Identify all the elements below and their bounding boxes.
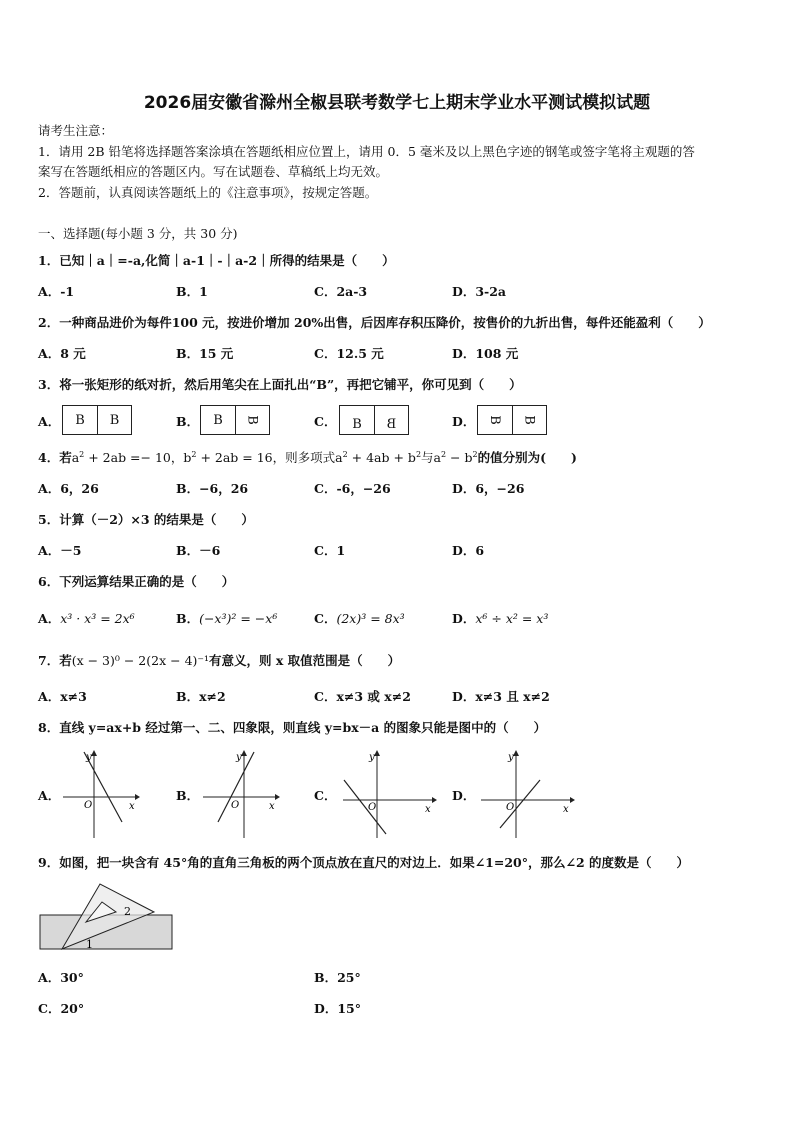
fold-line bbox=[512, 406, 513, 434]
q8-option-a: A． bbox=[38, 788, 61, 803]
angle-1-label: 1 bbox=[86, 938, 93, 951]
x-axis-label: x bbox=[563, 804, 569, 815]
q9-figure bbox=[38, 880, 178, 952]
q5-stem: 5．计算（－2）×3 的结果是（ ） bbox=[38, 512, 254, 527]
q4-option-b: B．−6，26 bbox=[176, 481, 249, 496]
y-axis-label: y bbox=[236, 752, 242, 763]
q4-option-a: A．6，26 bbox=[38, 481, 99, 496]
q9-option-b: B．25° bbox=[314, 970, 361, 985]
q7-option-b: B．x≠2 bbox=[176, 689, 226, 704]
q6-stem: 6．下列运算结果正确的是（ ） bbox=[38, 574, 235, 589]
origin-label: O bbox=[506, 802, 515, 813]
q8-stem: 8．直线 y=ax+b 经过第一、二、四象限，则直线 y=bx－a 的图象只能是图中的（ ） bbox=[38, 720, 547, 735]
q3-figure-d bbox=[477, 405, 547, 435]
q1-stem: 1．已知｜a｜=-a,化简｜a-1｜-｜a-2｜所得的结果是（ ） bbox=[38, 253, 395, 268]
q8-option-d: D． bbox=[452, 788, 476, 803]
q3-option-b: B． bbox=[176, 414, 200, 429]
q3-option-c: C． bbox=[314, 414, 337, 429]
q3-d-left-letter: B bbox=[487, 415, 503, 425]
q3-figure-c bbox=[339, 405, 409, 435]
q3-b-left-letter: B bbox=[213, 412, 223, 428]
q3-b-right-letter: B bbox=[245, 415, 260, 425]
notice-line-1a: 1．请用 2B 铅笔将选择题答案涂填在答题纸相应位置上，请用 0．5 毫米及以上黑色字迹的钢笔或签字笔将主观题的答 bbox=[38, 144, 695, 159]
y-axis-label: y bbox=[369, 752, 375, 763]
q5-option-c: C．1 bbox=[314, 543, 346, 558]
q2-option-a: A．8 元 bbox=[38, 346, 86, 361]
q3-a-left-letter: B bbox=[75, 412, 85, 428]
q4-option-c: C．-6，−26 bbox=[314, 481, 391, 496]
q9-option-d: D．15° bbox=[314, 1001, 361, 1016]
x-axis-label: x bbox=[129, 801, 135, 812]
q7-stem: 7．若(x − 3)⁰ − 2(2x − 4)⁻¹有意义，则 x 取值范围是（ ） bbox=[38, 653, 401, 668]
q6-option-b: B．(−x³)² = −x⁶ bbox=[176, 611, 278, 626]
q7-option-c: C．x≠3 或 x≠2 bbox=[314, 689, 411, 704]
q1-option-c: C．2a-3 bbox=[314, 284, 368, 299]
notice-line-1b: 案写在答题纸相应的答题区内。写在试题卷、草稿纸上均无效。 bbox=[38, 164, 389, 179]
origin-label: O bbox=[231, 800, 240, 811]
q8-graph-d bbox=[478, 750, 578, 840]
x-axis-label: x bbox=[425, 804, 431, 815]
origin-label: O bbox=[368, 802, 377, 813]
q5-option-d: D．6 bbox=[452, 543, 485, 558]
q7-option-a: A．x≠3 bbox=[38, 689, 87, 704]
q8-graph-a bbox=[60, 750, 140, 840]
q8-option-b: B． bbox=[176, 788, 200, 803]
q9-option-a: A．30° bbox=[38, 970, 84, 985]
y-axis-label: y bbox=[86, 752, 92, 763]
notice-line-2: 2．答题前，认真阅读答题纸上的《注意事项》，按规定答题。 bbox=[38, 185, 378, 200]
q5-option-b: B．－6 bbox=[176, 543, 221, 558]
x-axis-label: x bbox=[269, 801, 275, 812]
q1-option-a: A．-1 bbox=[38, 284, 75, 299]
q1-option-b: B．1 bbox=[176, 284, 208, 299]
q4-stem: 4．若$a^2 + 2ab =- 10$，$b^2 + 2ab = 16$，则多项式$a^2 + 4ab + b^2$与$a^2 - b^2$的值分别为( ) bbox=[38, 449, 577, 465]
q3-figure-a bbox=[62, 405, 132, 435]
notice-heading: 请考生注意： bbox=[38, 123, 114, 138]
q1-option-d: D．3-2a bbox=[452, 284, 507, 299]
fold-line bbox=[235, 406, 236, 434]
y-axis-label: y bbox=[508, 752, 514, 763]
q3-option-a: A． bbox=[38, 414, 61, 429]
q3-a-right-letter: B bbox=[109, 412, 120, 428]
q3-figure-b bbox=[200, 405, 270, 435]
q3-option-d: D． bbox=[452, 414, 476, 429]
q3-d-right-letter: B bbox=[522, 415, 537, 425]
origin-label: O bbox=[84, 800, 93, 811]
q5-option-a: A．－5 bbox=[38, 543, 82, 558]
q3-c-left-letter: B bbox=[352, 416, 362, 432]
q2-option-c: C．12.5 元 bbox=[314, 346, 384, 361]
q4-option-d: D．6，−26 bbox=[452, 481, 525, 496]
q3-stem: 3．将一张矩形的纸对折，然后用笔尖在上面扎出“B”，再把它铺平，你可见到（ ） bbox=[38, 377, 522, 392]
q3-c-right-letter: B bbox=[386, 416, 397, 432]
q7-option-d: D．x≠3 且 x≠2 bbox=[452, 689, 550, 704]
q2-option-b: B．15 元 bbox=[176, 346, 234, 361]
section-heading: 一、选择题(每小题 3 分，共 30 分) bbox=[38, 226, 238, 241]
page-title: 2026届安徽省滁州全椒县联考数学七上期末学业水平测试模拟试题 bbox=[143, 93, 651, 113]
q2-option-d: D．108 元 bbox=[452, 346, 519, 361]
q8-graph-b bbox=[200, 750, 280, 840]
q9-stem: 9．如图，把一块含有 45°角的直角三角板的两个顶点放在直尺的对边上．如果∠1=20°，那么∠2 的度数是（ ） bbox=[38, 855, 690, 870]
angle-2-label: 2 bbox=[124, 905, 131, 918]
q2-stem: 2．一种商品进价为每件100 元，按进价增加 20%出售，后因库存积压降价，按售价的九折出售，每件还能盈利（ ） bbox=[38, 315, 711, 330]
q8-option-c: C． bbox=[314, 788, 337, 803]
q8-graph-c bbox=[340, 750, 440, 840]
q6-option-a: A．x³ · x³ = 2x⁶ bbox=[38, 611, 135, 626]
q6-option-d: D．x⁶ ÷ x² = x³ bbox=[452, 611, 549, 626]
q9-option-c: C．20° bbox=[38, 1001, 85, 1016]
q6-option-c: C．(2x)³ = 8x³ bbox=[314, 611, 405, 626]
